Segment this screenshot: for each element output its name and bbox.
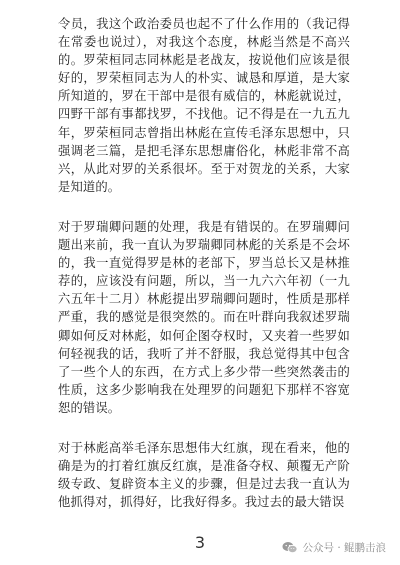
watermark-text: 公众号 · 鲲鹏击浪: [302, 542, 386, 554]
paragraph-2: 对于罗瑞卿问题的处理，我是有错误的。在罗瑞卿问题出来前，我一直认为罗瑞卿同林彪的关系是不会坏的，我一直觉得罗是林的老部下，罗当总长又是林推荐的，应该没有问题，所以，当一九六六年初（一九六五年十二月）林彪提出罗瑞卿问题时，性质是那样严重，我的感觉是很突然的。而在叶群向我叙述罗瑞卿如何反对林彪，如何企图夺权时，又夹着一些罗如何轻视我的话，我听了并不舒服，我总觉得其中包含了一些个人的东西，在方式上多少带一些突然袭击的性质，这多少影响我在处理罗的问题犯下那样不容宽恕的错误。: [58, 219, 350, 415]
document-body: [58, 15, 350, 511]
page-number: 3: [194, 533, 206, 552]
paragraph-1: 令员，我这个政治委员也起不了什么作用的（我记得在常委也说过），对我这个态度，林彪当然是不高兴的。罗荣桓同志同林彪是老战友，按说他们应该是很好的，罗荣桓同志为人的朴实、诚恳和厚道，是大家所知道的，罗在干部中是很有威信的，林彪就说过，四野干部有事都找罗，不找他。记不得是在一九五九年，罗荣桓同志曾指出林彪在宣传毛泽东思想中，只强调老三篇，是把毛泽东思想庸俗化，林彪非常不高兴，从此对罗的关系很坏。至于对贺龙的关系，大家是知道的。: [58, 17, 350, 194]
wechat-icon: [282, 541, 298, 554]
paragraph-3: 对于林彪高举毛泽东思想伟大红旗，现在看来，他的确是为的打着红旗反红旗，是准备夺权、颠覆无产阶级专政、复辟资本主义的步骤，但是过去我一直认为他抓得对，抓得好，比我好得多。我过去的最大错误: [58, 440, 350, 510]
watermark: [282, 540, 386, 555]
